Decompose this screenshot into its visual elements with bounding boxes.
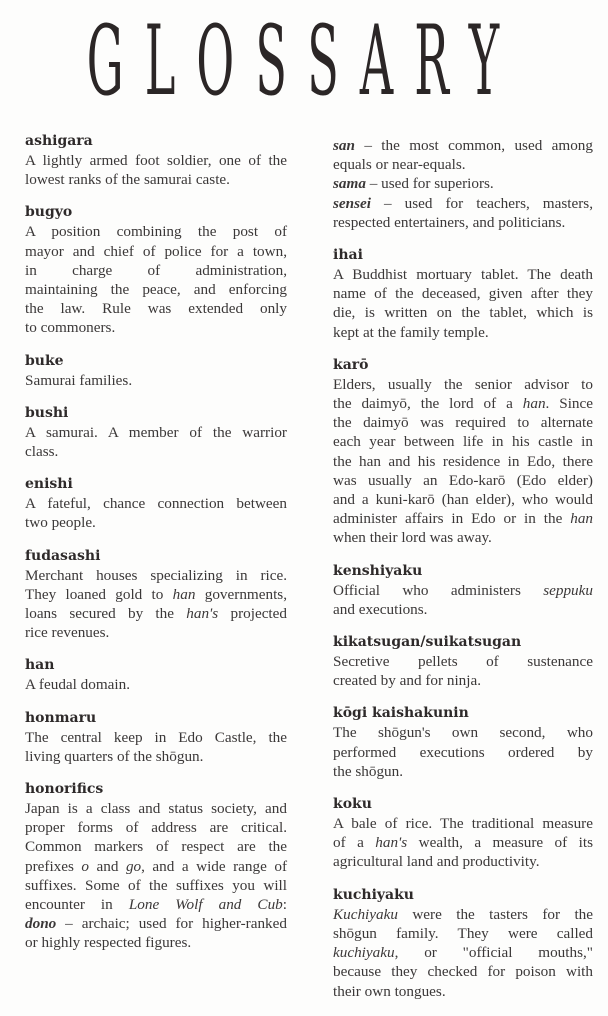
definition-line: living quarters of the shōgun. <box>25 747 204 765</box>
definition-line: encounter in Lone Wolf and Cub: <box>25 896 287 914</box>
glossary-definition <box>25 423 287 461</box>
suffix-line: respected entertainers, and politicians. <box>333 213 566 231</box>
glossary-entry <box>25 656 287 694</box>
definition-line: name of the deceased, given after they <box>333 285 593 303</box>
definition-line: kuchiyaku, or "official mouths," <box>333 944 593 962</box>
glossary-definition <box>333 652 593 690</box>
glossary-definition <box>333 375 593 548</box>
definition-line: lowest ranks of the samurai caste. <box>25 171 230 189</box>
glossary-definition <box>333 814 593 872</box>
definition-line: class. <box>25 443 59 461</box>
glossary-definition <box>333 905 593 1001</box>
suffix-line: equals or near-equals. <box>333 156 466 174</box>
definition-line: because they checked for poison with <box>333 963 593 981</box>
glossary-term: ihai <box>333 247 363 264</box>
definition-line: A fateful, chance connection between <box>25 495 287 513</box>
definition-line: created by and for ninja. <box>333 672 482 690</box>
definition-line: the daimyō was required to alternate <box>333 414 593 432</box>
definition-line: when their lord was away. <box>333 529 492 547</box>
glossary-entry <box>333 246 593 342</box>
glossary-definition <box>333 723 593 781</box>
suffix-line: sama – used for superiors. <box>333 175 494 193</box>
glossary-definition <box>25 675 287 694</box>
definition-line: The shōgun's own second, who <box>333 724 593 742</box>
right-column-entries <box>333 246 593 1001</box>
glossary-entry <box>333 704 593 781</box>
glossary-definition <box>25 566 287 643</box>
definition-line: to commoners. <box>25 319 116 337</box>
definition-line: A lightly armed foot soldier, one of the <box>25 152 287 169</box>
definition-line: A samurai. A member of the warrior <box>25 423 287 441</box>
definition-line: the law. Rule was extended only <box>25 300 287 318</box>
glossary-entry <box>333 633 593 690</box>
definition-line: the han and his residence in Edo, there <box>333 452 593 470</box>
glossary-definition <box>333 265 593 342</box>
definition-line: and executions. <box>333 600 428 618</box>
definition-line: of a han's wealth, a measure of its <box>333 834 593 852</box>
glossary-entry <box>25 547 287 643</box>
definition-line: agricultural land and productivity. <box>333 853 540 871</box>
definition-line: Common markers of respect are the <box>25 838 287 856</box>
glossary-term: kikatsugan/suikatsugan <box>333 634 522 651</box>
definition-line: proper forms of address are critical. <box>25 819 287 837</box>
definition-line: the daimyō, the lord of a han. Since <box>333 395 593 413</box>
definition-line: loans secured by the han's projected <box>25 605 287 623</box>
glossary-term: honorifics <box>25 781 104 798</box>
glossary-entry <box>333 886 593 1001</box>
honorific-suffixes <box>333 136 593 232</box>
definition-line: Samurai families. <box>25 371 133 389</box>
definition-line: die, is written on the tablet, which is <box>333 304 593 322</box>
glossary-entry <box>25 352 287 390</box>
glossary-entry <box>25 404 287 461</box>
glossary-term: han <box>25 657 55 674</box>
definition-line: prefixes o and go, and a wide range of <box>25 857 287 875</box>
glossary-definition <box>25 728 287 766</box>
glossary-entry <box>25 780 287 953</box>
glossary-term: kōgi kaishakunin <box>333 705 469 722</box>
suffix-line: san – the most common, used among <box>333 137 593 154</box>
glossary-term: kuchiyaku <box>333 886 414 903</box>
definition-line: each year between life in his castle in <box>333 433 593 451</box>
definition-line: two people. <box>25 514 96 532</box>
definition-line: A feudal domain. <box>25 676 131 694</box>
glossary-definition <box>333 581 593 619</box>
definition-line: They loaned gold to han governments, <box>25 585 287 603</box>
glossary-term: bugyo <box>25 204 73 221</box>
definition-line: Japan is a class and status society, and <box>25 800 287 818</box>
definition-line: maintaining the peace, and enforcing <box>25 281 287 299</box>
glossary-term: karō <box>333 356 369 373</box>
definition-line: or highly respected figures. <box>25 934 192 952</box>
definition-line: Official who administers seppuku <box>333 581 593 599</box>
definition-line: in charge of administration, <box>25 261 287 279</box>
glossary-term: bushi <box>25 404 69 421</box>
glossary-term: kenshiyaku <box>333 562 423 579</box>
glossary-term: fudasashi <box>25 547 101 564</box>
definition-line: Elders, usually the senior advisor to <box>333 375 593 393</box>
glossary-entry <box>25 203 287 337</box>
definition-line: The central keep in Edo Castle, the <box>25 728 287 746</box>
glossary-title-text: GLOSSARY <box>87 5 521 117</box>
left-column <box>25 132 287 967</box>
right-column <box>333 136 593 1015</box>
glossary-term: koku <box>333 796 372 813</box>
glossary-entry <box>333 562 593 619</box>
definition-line: dono – archaic; used for higher-ranked <box>25 915 287 933</box>
glossary-definition <box>25 799 287 953</box>
glossary-term: enishi <box>25 476 73 493</box>
glossary-entry <box>333 795 593 872</box>
definition-line: their own tongues. <box>333 982 446 1000</box>
suffix-line: sensei – used for teachers, masters, <box>333 194 593 212</box>
definition-line: Secretive pellets of sustenance <box>333 653 593 671</box>
definition-line: A Buddhist mortuary tablet. The death <box>333 266 593 284</box>
glossary-definition <box>25 371 287 390</box>
suffix-list <box>333 136 593 232</box>
definition-line: mayor and chief of police for a town, <box>25 242 287 260</box>
definition-line: was usually an Edo-karō (Edo elder) <box>333 471 593 489</box>
glossary-term: honmaru <box>25 709 97 726</box>
definition-line: administer affairs in Edo or in the han <box>333 510 593 528</box>
definition-line: rice revenues. <box>25 624 110 642</box>
definition-line: Merchant houses specializing in rice. <box>25 566 287 584</box>
glossary-entry <box>25 709 287 766</box>
definition-line: and a kuni-karō (han elder), who would <box>333 491 593 509</box>
definition-line: shōgun family. They were called <box>333 924 593 942</box>
glossary-entry <box>25 475 287 532</box>
definition-line: A position combining the post of <box>25 223 287 241</box>
definition-line: suffixes. Some of the suffixes you will <box>25 876 287 894</box>
definition-line: the shōgun. <box>333 762 404 780</box>
glossary-entry <box>333 356 593 548</box>
glossary-definition <box>25 151 287 189</box>
definition-line: A bale of rice. The traditional measure <box>333 815 593 833</box>
glossary-definition <box>25 494 287 532</box>
definition-line: performed executions ordered by <box>333 743 593 761</box>
glossary-definition <box>25 222 287 337</box>
definition-line: kept at the family temple. <box>333 323 489 341</box>
definition-line: Kuchiyaku were the tasters for the <box>333 905 593 923</box>
glossary-term: buke <box>25 352 64 369</box>
glossary-entry <box>25 132 287 189</box>
glossary-title <box>0 2 608 120</box>
glossary-term: ashigara <box>25 133 93 149</box>
